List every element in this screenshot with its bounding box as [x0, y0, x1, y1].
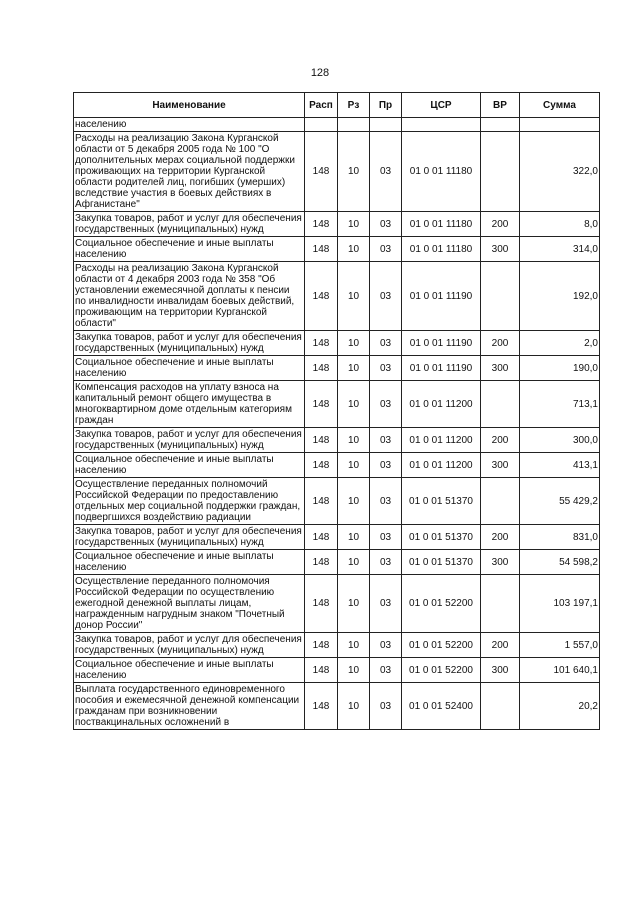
cell-vr: 300 [481, 658, 520, 683]
cell-pr: 03 [370, 453, 402, 478]
cell-sum: 413,1 [520, 453, 600, 478]
cell-pr: 03 [370, 356, 402, 381]
cell-name: Осуществление переданных полномочий Российской Федерации по предоставлению отдельных мер социальной поддержки граждан, подвергшихся воздействию радиации [74, 478, 305, 525]
budget-table [73, 92, 600, 730]
cell-pr: 03 [370, 575, 402, 633]
cell-name: Осуществление переданного полномочия Российской Федерации по осуществлению ежегодной денежной выплаты лицам, награжденным нагрудным знаком "Почетный донор России" [74, 575, 305, 633]
cell-pr: 03 [370, 132, 402, 212]
cell-vr [481, 683, 520, 730]
table-row [74, 356, 600, 381]
cell-vr [481, 132, 520, 212]
cell-rz: 10 [338, 381, 370, 428]
cell-rz: 10 [338, 683, 370, 730]
cell-name: Закупка товаров, работ и услуг для обеспечения государственных (муниципальных) нужд [74, 633, 305, 658]
header-rz: Рз [338, 93, 370, 118]
table-row [74, 478, 600, 525]
cell-vr [481, 118, 520, 132]
cell-rz: 10 [338, 237, 370, 262]
cell-sum: 101 640,1 [520, 658, 600, 683]
cell-rz: 10 [338, 356, 370, 381]
cell-vr [481, 575, 520, 633]
cell-rz [338, 118, 370, 132]
cell-rasp: 148 [305, 132, 338, 212]
cell-name: Социальное обеспечение и иные выплаты населению [74, 356, 305, 381]
cell-csr [402, 118, 481, 132]
cell-rasp: 148 [305, 550, 338, 575]
cell-sum: 314,0 [520, 237, 600, 262]
cell-csr: 01 0 01 11180 [402, 237, 481, 262]
cell-rasp: 148 [305, 331, 338, 356]
cell-csr: 01 0 01 51370 [402, 525, 481, 550]
cell-pr: 03 [370, 428, 402, 453]
cell-sum: 300,0 [520, 428, 600, 453]
header-vr: ВР [481, 93, 520, 118]
cell-name: Социальное обеспечение и иные выплаты населению [74, 453, 305, 478]
cell-vr: 200 [481, 331, 520, 356]
cell-sum: 192,0 [520, 262, 600, 331]
cell-csr: 01 0 01 11190 [402, 331, 481, 356]
cell-pr [370, 118, 402, 132]
cell-csr: 01 0 01 52200 [402, 633, 481, 658]
cell-csr: 01 0 01 51370 [402, 478, 481, 525]
table-row [74, 428, 600, 453]
cell-rz: 10 [338, 525, 370, 550]
cell-csr: 01 0 01 51370 [402, 550, 481, 575]
cell-name: Социальное обеспечение и иные выплаты населению [74, 658, 305, 683]
cell-vr: 200 [481, 525, 520, 550]
table-row [74, 237, 600, 262]
cell-pr: 03 [370, 550, 402, 575]
cell-pr: 03 [370, 237, 402, 262]
cell-vr: 200 [481, 212, 520, 237]
cell-vr: 300 [481, 550, 520, 575]
cell-sum: 190,0 [520, 356, 600, 381]
cell-rasp: 148 [305, 658, 338, 683]
cell-rasp: 148 [305, 683, 338, 730]
table-row [74, 550, 600, 575]
table-row [74, 683, 600, 730]
cell-pr: 03 [370, 525, 402, 550]
header-name: Наименование [74, 93, 305, 118]
cell-pr: 03 [370, 262, 402, 331]
table-row [74, 525, 600, 550]
cell-vr: 200 [481, 633, 520, 658]
table-row [74, 262, 600, 331]
table-header-row [74, 93, 600, 118]
cell-rasp: 148 [305, 525, 338, 550]
cell-pr: 03 [370, 331, 402, 356]
cell-name: Социальное обеспечение и иные выплаты населению [74, 550, 305, 575]
cell-pr: 03 [370, 658, 402, 683]
cell-rasp: 148 [305, 575, 338, 633]
cell-sum: 103 197,1 [520, 575, 600, 633]
cell-rasp: 148 [305, 478, 338, 525]
cell-name: Выплата государственного единовременного пособия и ежемесячной денежной компенсации гражданам при возникновении поствакцинальных осложнений в [74, 683, 305, 730]
cell-sum: 20,2 [520, 683, 600, 730]
cell-rasp: 148 [305, 356, 338, 381]
cell-name: Закупка товаров, работ и услуг для обеспечения государственных (муниципальных) нужд [74, 331, 305, 356]
cell-sum: 8,0 [520, 212, 600, 237]
cell-name: Компенсация расходов на уплату взноса на капитальный ремонт общего имущества в многоквартирном доме отдельным категориям граждан [74, 381, 305, 428]
table-row [74, 575, 600, 633]
cell-rz: 10 [338, 132, 370, 212]
cell-csr: 01 0 01 11190 [402, 262, 481, 331]
cell-pr: 03 [370, 381, 402, 428]
cell-vr [481, 381, 520, 428]
cell-csr: 01 0 01 11200 [402, 381, 481, 428]
cell-rz: 10 [338, 633, 370, 658]
cell-csr: 01 0 01 11180 [402, 212, 481, 237]
cell-csr: 01 0 01 11190 [402, 356, 481, 381]
cell-vr: 300 [481, 356, 520, 381]
cell-name: населению [74, 118, 305, 132]
table-row [74, 453, 600, 478]
cell-rz: 10 [338, 428, 370, 453]
header-pr: Пр [370, 93, 402, 118]
header-sum: Сумма [520, 93, 600, 118]
cell-pr: 03 [370, 212, 402, 237]
header-csr: ЦСР [402, 93, 481, 118]
cell-pr: 03 [370, 683, 402, 730]
cell-name: Закупка товаров, работ и услуг для обеспечения государственных (муниципальных) нужд [74, 212, 305, 237]
cell-csr: 01 0 01 11180 [402, 132, 481, 212]
cell-csr: 01 0 01 52400 [402, 683, 481, 730]
cell-sum: 713,1 [520, 381, 600, 428]
table-row [74, 132, 600, 212]
cell-sum: 54 598,2 [520, 550, 600, 575]
cell-pr: 03 [370, 633, 402, 658]
table-row [74, 381, 600, 428]
cell-name: Закупка товаров, работ и услуг для обеспечения государственных (муниципальных) нужд [74, 525, 305, 550]
cell-sum: 2,0 [520, 331, 600, 356]
cell-vr: 300 [481, 453, 520, 478]
cell-csr: 01 0 01 11200 [402, 453, 481, 478]
cell-rasp: 148 [305, 381, 338, 428]
cell-rz: 10 [338, 658, 370, 683]
cell-csr: 01 0 01 52200 [402, 658, 481, 683]
cell-pr: 03 [370, 478, 402, 525]
header-rasp: Расп [305, 93, 338, 118]
cell-rasp [305, 118, 338, 132]
table-row [74, 633, 600, 658]
cell-rasp: 148 [305, 633, 338, 658]
cell-rz: 10 [338, 262, 370, 331]
table-row [74, 658, 600, 683]
cell-rz: 10 [338, 478, 370, 525]
cell-sum: 55 429,2 [520, 478, 600, 525]
cell-rz: 10 [338, 550, 370, 575]
cell-rasp: 148 [305, 237, 338, 262]
cell-rasp: 148 [305, 453, 338, 478]
cell-vr: 300 [481, 237, 520, 262]
cell-rz: 10 [338, 453, 370, 478]
cell-sum [520, 118, 600, 132]
cell-sum: 1 557,0 [520, 633, 600, 658]
table-row [74, 212, 600, 237]
table-row [74, 118, 600, 132]
cell-rz: 10 [338, 575, 370, 633]
cell-name: Расходы на реализацию Закона Курганской области от 5 декабря 2005 года № 100 "О дополнительных мерах социальной поддержки проживающих на территории Курганской области родителей лиц, погибших (умерших) вследствие участия в боевых действиях в Афганистане" [74, 132, 305, 212]
cell-name: Расходы на реализацию Закона Курганской области от 4 декабря 2003 года № 358 "Об установлении ежемесячной доплаты к пенсии по инвалидности инвалидам боевых действий, проживающим на территории Курганской области" [74, 262, 305, 331]
cell-name: Социальное обеспечение и иные выплаты населению [74, 237, 305, 262]
cell-rz: 10 [338, 331, 370, 356]
cell-vr [481, 262, 520, 331]
cell-sum: 322,0 [520, 132, 600, 212]
table-row [74, 331, 600, 356]
cell-rasp: 148 [305, 212, 338, 237]
cell-csr: 01 0 01 11200 [402, 428, 481, 453]
cell-rasp: 148 [305, 262, 338, 331]
cell-csr: 01 0 01 52200 [402, 575, 481, 633]
cell-vr [481, 478, 520, 525]
cell-vr: 200 [481, 428, 520, 453]
page-number: 128 [310, 67, 330, 79]
cell-sum: 831,0 [520, 525, 600, 550]
cell-rasp: 148 [305, 428, 338, 453]
cell-rz: 10 [338, 212, 370, 237]
cell-name: Закупка товаров, работ и услуг для обеспечения государственных (муниципальных) нужд [74, 428, 305, 453]
